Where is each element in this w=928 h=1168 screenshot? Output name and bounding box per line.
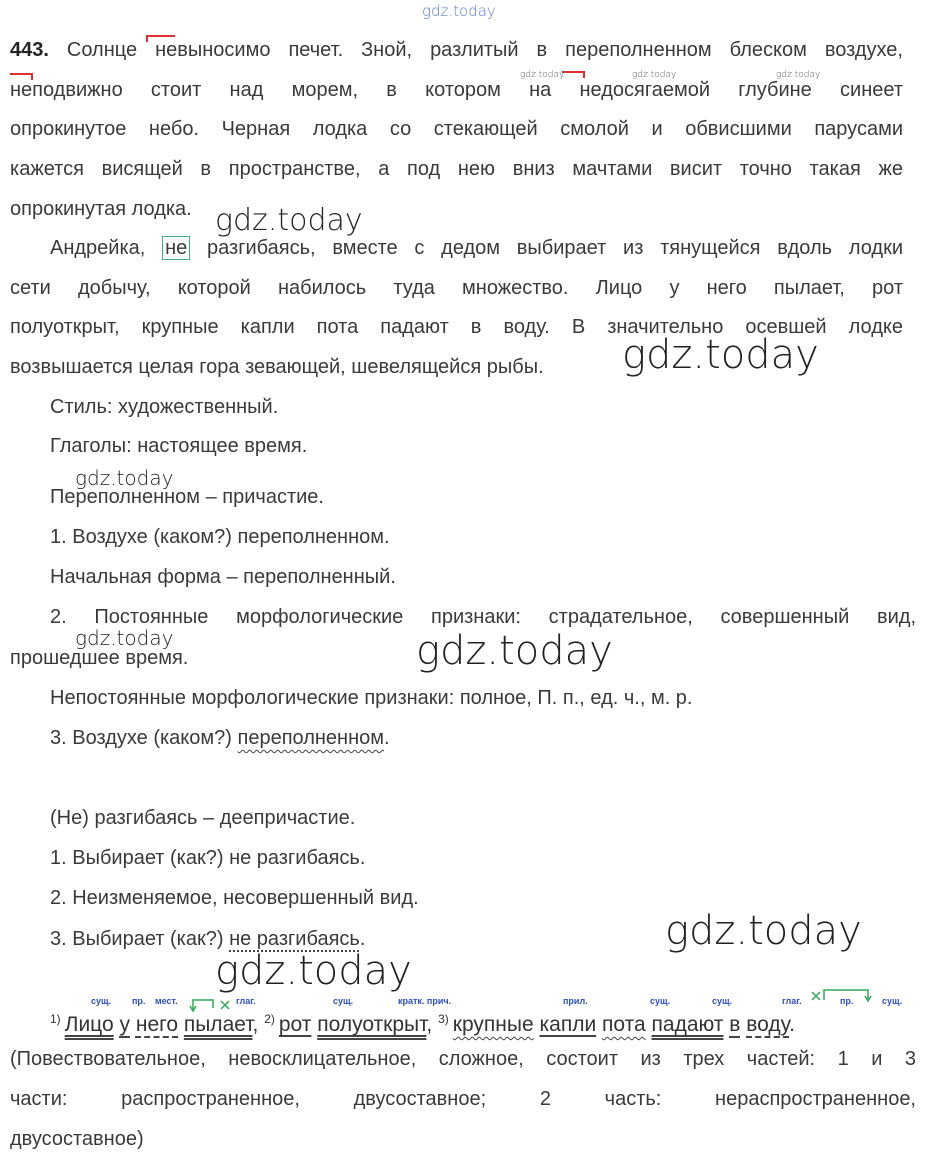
participle-step-1: 1. Воздухе (каком?) переполненном. xyxy=(50,526,390,548)
verbs-line: Глаголы: настоящее время. xyxy=(50,435,308,457)
tag-kratk: кратк. прич. xyxy=(398,996,452,1006)
gerund-step-3-dot: . xyxy=(359,928,366,950)
participle-step-3-question: 3. Воздухе (каком?) xyxy=(50,727,232,749)
top-watermark: gdz.today xyxy=(422,2,496,20)
task-line-2: неподвижно стоит над морем, в котором на недосягаемой глубине синеет xyxy=(10,79,903,101)
tag-sush-4: сущ. xyxy=(712,996,733,1006)
watermark-7: gdz.today xyxy=(215,948,412,994)
word-pylaet: пылает xyxy=(183,1013,253,1036)
comma-1: , xyxy=(252,1013,259,1036)
watermark-3: gdz.today xyxy=(75,466,174,490)
participle-step-3-dot: . xyxy=(384,727,390,749)
gerund-title: (Не) разгибаясь – деепричастие. xyxy=(50,807,356,829)
style-line: Стиль: художественный. xyxy=(50,396,279,418)
word-pota: пота xyxy=(602,1013,646,1036)
participle-title: Переполненном – причастие. xyxy=(50,486,324,508)
task-line-1 xyxy=(10,38,903,62)
parsed-sentence xyxy=(50,1007,795,1037)
dot-end: . xyxy=(789,1013,795,1036)
tag-sush-5: сущ. xyxy=(882,996,903,1006)
part-number-3: 3) xyxy=(438,1012,449,1026)
participle-step-3-word: переполненном xyxy=(237,727,385,749)
word-v: в xyxy=(729,1013,741,1036)
tag-sush-1: сущ. xyxy=(91,996,112,1006)
word-nego: него xyxy=(135,1013,178,1036)
comma-2: , xyxy=(426,1013,433,1036)
word-padayut: падают xyxy=(651,1013,724,1036)
task-line-3: опрокинутое небо. Черная лодка со стекающей смолой и обвисшими парусами xyxy=(10,118,903,140)
red-mark-3 xyxy=(560,70,590,80)
gerund-step-3-question: 3. Выбирает (как?) xyxy=(50,928,224,950)
tag-mest: мест. xyxy=(155,996,178,1006)
watermark-1: gdz.today xyxy=(215,203,363,238)
dependency-arrow-2 xyxy=(808,986,878,1006)
tag-pril: прил. xyxy=(563,996,588,1006)
word-kapli: капли xyxy=(539,1013,597,1036)
small-watermark-3: gdz.today xyxy=(776,70,821,80)
p2-line-1 xyxy=(50,236,903,260)
task-line-1-text: Солнце невыносимо печет. Зной, разлитый в переполненном блеском воздухе, xyxy=(66,39,903,61)
watermark-5: gdz.today xyxy=(416,628,613,674)
p2-line-2: сети добычу, которой набилось туда множество. Лицо у него пылает, рот xyxy=(10,277,903,299)
p2-line-1-rest: разгибаясь, вместе с дедом выбирает из тянущейся вдоль лодки xyxy=(207,237,903,259)
watermark-4: gdz.today xyxy=(75,626,174,650)
tag-glag-1: глаг. xyxy=(236,996,256,1006)
part-number-1: 1) xyxy=(50,1012,61,1026)
red-mark-1 xyxy=(145,34,185,44)
word-vodu: воду xyxy=(746,1013,790,1036)
small-watermark-2: gdz.today xyxy=(632,70,677,80)
red-mark-2 xyxy=(8,72,38,82)
word-krupnye: крупные xyxy=(452,1013,534,1036)
p2-line-3: полуоткрыт, крупные капли пота падают в воду. В значительно осевшей лодке xyxy=(10,316,903,338)
tag-pr-2: пр. xyxy=(840,996,854,1006)
p2-ne-boxed: не xyxy=(162,236,190,260)
watermark-2: gdz.today xyxy=(622,332,819,378)
task-line-5: опрокинутая лодка. xyxy=(10,198,192,220)
participle-step-3 xyxy=(50,726,390,750)
word-poluotkryt: полуоткрыт xyxy=(317,1013,427,1036)
p2-line-4: возвышается целая гора зевающей, шевелящейся рыбы. xyxy=(10,356,544,378)
watermark-6: gdz.today xyxy=(665,908,862,954)
participle-step-2b: прошедшее время. xyxy=(10,647,189,669)
word-litso: Лицо xyxy=(64,1013,114,1036)
gerund-step-3-word: не разгибаясь xyxy=(229,928,360,950)
part-number-2: 2) xyxy=(264,1012,275,1026)
tag-glag-2: глаг. xyxy=(782,996,802,1006)
participle-step-2c: Непостоянные морфологические признаки: полное, П. п., ед. ч., м. р. xyxy=(50,687,693,709)
note-line-3: двусоставное) xyxy=(10,1128,144,1150)
tag-pr-1: пр. xyxy=(132,996,146,1006)
tag-sush-3: сущ. xyxy=(650,996,671,1006)
word-u: у xyxy=(119,1013,130,1036)
gerund-step-2: 2. Неизменяемое, несовершенный вид. xyxy=(50,887,419,909)
note-line-2: части: распространенное, двусоставное; 2 часть: нераспространенное, xyxy=(10,1088,916,1110)
note-line-1: (Повествовательное, невосклицательное, сложное, состоит из трех частей: 1 и 3 xyxy=(10,1048,916,1070)
task-line-4: кажется висящей в пространстве, а под нею вниз мачтами висит точно такая же xyxy=(10,158,903,180)
small-watermark-1: gdz.today xyxy=(520,70,565,80)
word-rot: рот xyxy=(278,1013,312,1036)
participle-initial-form: Начальная форма – переполненный. xyxy=(50,566,396,588)
participle-step-2a: 2. Постоянные морфологические признаки: страдательное, совершенный вид, xyxy=(50,606,916,628)
p2-word-andreyka: Андрейка, xyxy=(50,237,146,259)
gerund-step-1: 1. Выбирает (как?) не разгибаясь. xyxy=(50,847,366,869)
tag-sush-2: сущ. xyxy=(333,996,354,1006)
task-number: 443. xyxy=(10,39,49,61)
